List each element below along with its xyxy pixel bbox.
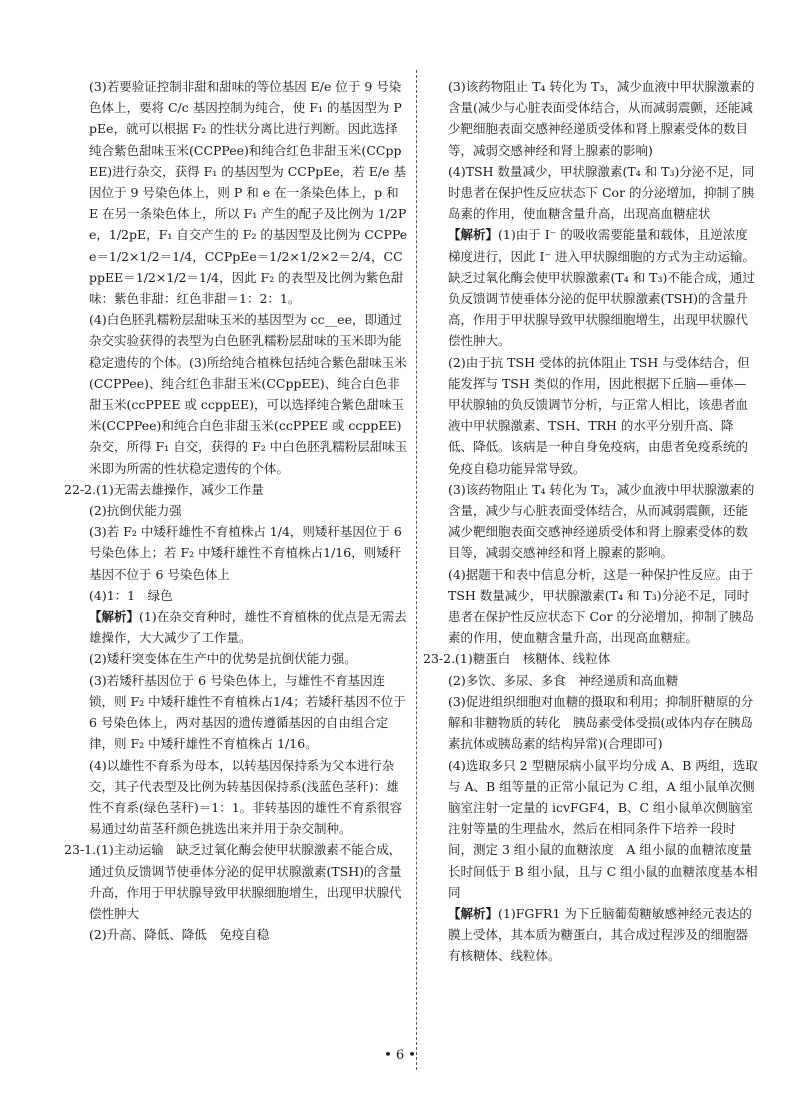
answer-paragraph bbox=[423, 691, 758, 755]
paragraph-text: 23-2.(1)糖蛋白 核糖体、线粒体 bbox=[423, 651, 611, 667]
answer-paragraph bbox=[423, 903, 758, 967]
paragraph-text: (1)由于 I⁻ 的吸收需要能量和载体，且逆浓度梯度进行，因此 I⁻ 进入甲状腺细胞的方式为主动运输。缺乏过氧化酶会使甲状腺激素(T₄ 和 T₃)不能合成，通过负反馈调节使垂体分泌的促甲状腺激素(TSH)的含量升高，作用于甲状腺导致甲状腺细胞增生，出现甲状腺代偿性肿大。 bbox=[448, 227, 755, 349]
answer-paragraph bbox=[64, 755, 408, 840]
answer-paragraph bbox=[423, 564, 758, 649]
right-column bbox=[423, 76, 758, 967]
paragraph-text: (3)若要验证控制非甜和甜味的等位基因 E/e 位于 9 号染色体上，要将 C/c 基因控制为纯合，使 F₁ 的基因型为 PpEe，就可以根据 F₂ 的性状分离比进行判断。因此选择纯合紫色甜味玉米(CCPPee)和纯合红色非甜玉米(CCppEE)进行杂交，获得 F₁ 的基因型为 CCPpEe，若 E/e 基因位于 9 号染色体上，则 P 和 e 在一条染色体上，p 和 E 在另一条染色体上，所以 F₁ 产生的配子及比例为 1/2Pe，1/2pE，F₁ 自交产生的 F₂ 的基因型及比例为 CCPPee＝1/2×1/2＝1/4，CCPpEe＝1/2×1/2×2＝2/4，CCppEE＝1/2×1/2＝1/4，因此 F₂ 的表型及比例为紫色甜味：紫色非甜：红色非甜＝1：2：1。 bbox=[89, 79, 408, 307]
paragraph-text: (4)白色胚乳糯粉层甜味玉米的基因型为 cc__ee，即通过杂交实验获得的表型为白色胚乳糯粉层甜味的玉米即为能稳定遗传的个体。(3)所给纯合植株包括纯合紫色甜味玉米(CCPPee)、纯合红色非甜玉米(CCppEE)、纯合白色非甜玉米(ccPPEE 或 ccppEE)，可以选择纯合紫色甜味玉米(CCPPee)和纯合白色非甜玉米(ccPPEE 或 ccppEE)杂交，所得 F₁ 自交，获得的 F₂ 中白色胚乳糯粉层甜味玉米即为所需的性状稳定遗传的个体。 bbox=[89, 312, 408, 476]
paragraph-text: (3)促进组织细胞对血糖的摄取和利用；抑制肝糖原的分解和非糖物质的转化 胰岛素受体受损(或体内存在胰岛素抗体或胰岛素的结构异常)(合理即可) bbox=[448, 693, 754, 752]
paragraph-text: (4)TSH 数量减少，甲状腺激素(T₄ 和 T₃)分泌不足，同时患者在保护性反应状态下 Cor 的分泌增加，抑制了胰岛素的作用，使血糖含量升高，出现高血糖症状 bbox=[448, 163, 755, 222]
paragraph-text: (1)FGFR1 为下丘脑葡萄糖敏感神经元表达的膜上受体，其本质为糖蛋白，其合成过程涉及的细胞器有核糖体、线粒体。 bbox=[448, 905, 752, 964]
answer-paragraph bbox=[64, 839, 408, 924]
answer-paragraph bbox=[423, 755, 758, 903]
answer-paragraph bbox=[64, 479, 408, 500]
page-number: • 6 • bbox=[384, 1048, 416, 1063]
paragraph-text: (2)由于抗 TSH 受体的抗体阻止 TSH 与受体结合，但能发挥与 TSH 类似的作用，因此根据下丘脑—垂体—甲状腺轴的负反馈调节分析，与正常人相比，该患者血液中甲状腺激素、TSH、TRH 的水平分别升高、降低、降低。该病是一种自身免疫病，由患者免疫系统的免疫自稳功能异常导致。 bbox=[448, 354, 750, 476]
answer-paragraph bbox=[64, 924, 408, 945]
paragraph-text: (2)矮秆突变体在生产中的优势是抗倒伏能力强。 bbox=[89, 651, 357, 667]
paragraph-text: (2)多饮、多尿、多食 神经递质和高血糖 bbox=[448, 672, 679, 688]
paragraph-text: (4)以雄性不育系为母本，以转基因保持系为父本进行杂交，其子代表型及比例为转基因保持系(浅蓝色茎秆)：雄性不育系(绿色茎秆)＝1：1。非转基因的雄性不育系很容易通过幼苗茎秆颜色挑选出来并用于杂交制种。 bbox=[89, 757, 403, 837]
answer-paragraph bbox=[423, 670, 758, 691]
answer-paragraph bbox=[64, 648, 408, 669]
paragraph-text: (3)若 F₂ 中矮秆雄性不育植株占 1/4，则矮秆基因位于 6 号染色体上；若 F₂ 中矮秆雄性不育植株占1/16，则矮秆基因不位于 6 号染色体上 bbox=[89, 524, 402, 582]
paragraph-text: (2)抗倒伏能力强 bbox=[89, 503, 182, 519]
analysis-tag: 【解析】 bbox=[448, 905, 499, 921]
answer-paragraph bbox=[64, 606, 408, 648]
analysis-tag: 【解析】 bbox=[448, 227, 499, 243]
answer-paragraph bbox=[64, 500, 408, 521]
paragraph-text: (3)该药物阻止 T₄ 转化为 T₃，减少血液中甲状腺激素的含量(减少与心脏表面受体结合，从而减弱震颤，还能减少靶细胞表面交感神经递质受体和肾上腺素受体的数目等，减弱交感神经和肾上腺素的影响) bbox=[448, 79, 755, 158]
answer-paragraph bbox=[423, 161, 758, 225]
answer-paragraph bbox=[64, 309, 408, 479]
column-divider bbox=[416, 70, 417, 1070]
answer-paragraph bbox=[423, 648, 758, 669]
answer-paragraph bbox=[64, 76, 408, 309]
paragraph-text: 23-1.(1)主动运输 缺乏过氧化酶会使甲状腺激素不能合成，通过负反馈调节使垂体分泌的促甲状腺激素(TSH)的含量升高，作用于甲状腺导致甲状腺细胞增生，出现甲状腺代偿性肿大 bbox=[64, 842, 402, 921]
paragraph-text: (3)该药物阻止 T₄ 转化为 T₃，减少血液中甲状腺激素的含量，减少与心脏表面受体结合，从而减弱震颤，还能减少靶细胞表面交感神经递质受体和肾上腺素受体的数目等，减弱交感神经和肾上腺素的影响。 bbox=[448, 481, 755, 561]
answer-paragraph bbox=[423, 224, 758, 351]
left-column bbox=[64, 76, 408, 945]
paragraph-text: (4)据题干和表中信息分析，这是一种保护性反应。由于 TSH 数量减少，甲状腺激素(T₄ 和 T₃)分泌不足，同时患者在保护性反应状态下 Cor 的分泌增加，抑制了胰岛素的作用，使血糖含量升高，出现高血糖症。 bbox=[448, 566, 755, 646]
paragraph-text: (1)在杂交育种时，雄性不育植株的优点是无需去雄操作，大大减少了工作量。 bbox=[89, 609, 407, 646]
paragraph-text: (3)若矮秆基因位于 6 号染色体上，与雄性不育基因连锁，则 F₂ 中矮秆雄性不育植株占1/4；若矮秆基因不位于 6 号染色体上，两对基因的遗传遵循基因的自由组合定律，则 F₂ 中矮秆雄性不育植株占 1/16。 bbox=[89, 672, 406, 752]
answer-paragraph bbox=[423, 76, 758, 161]
paragraph-text: (4)1：1 绿色 bbox=[89, 587, 173, 603]
answer-paragraph bbox=[64, 521, 408, 585]
answer-paragraph bbox=[64, 585, 408, 606]
answer-paragraph bbox=[423, 352, 758, 479]
paragraph-text: (4)选取多只 2 型糖尿病小鼠平均分成 A、B 两组，选取与 A、B 组等量的正常小鼠记为 C 组，A 组小鼠单次侧脑室注射一定量的 icvFGF4，B、C 组小鼠单次侧脑室注射等量的生理盐水，然后在相同条件下培养一段时间，测定 3 组小鼠的血糖浓度 A 组小鼠的血糖浓度量长时间低于 B 组小鼠，且与 C 组小鼠的血糖浓度基本相同 bbox=[448, 757, 758, 900]
analysis-tag: 【解析】 bbox=[89, 609, 140, 625]
answer-paragraph bbox=[64, 670, 408, 755]
paragraph-text: 22-2.(1)无需去雄操作，减少工作量 bbox=[64, 481, 264, 497]
paragraph-text: (2)升高、降低、降低 免疫自稳 bbox=[89, 927, 270, 943]
answer-paragraph bbox=[423, 479, 758, 564]
